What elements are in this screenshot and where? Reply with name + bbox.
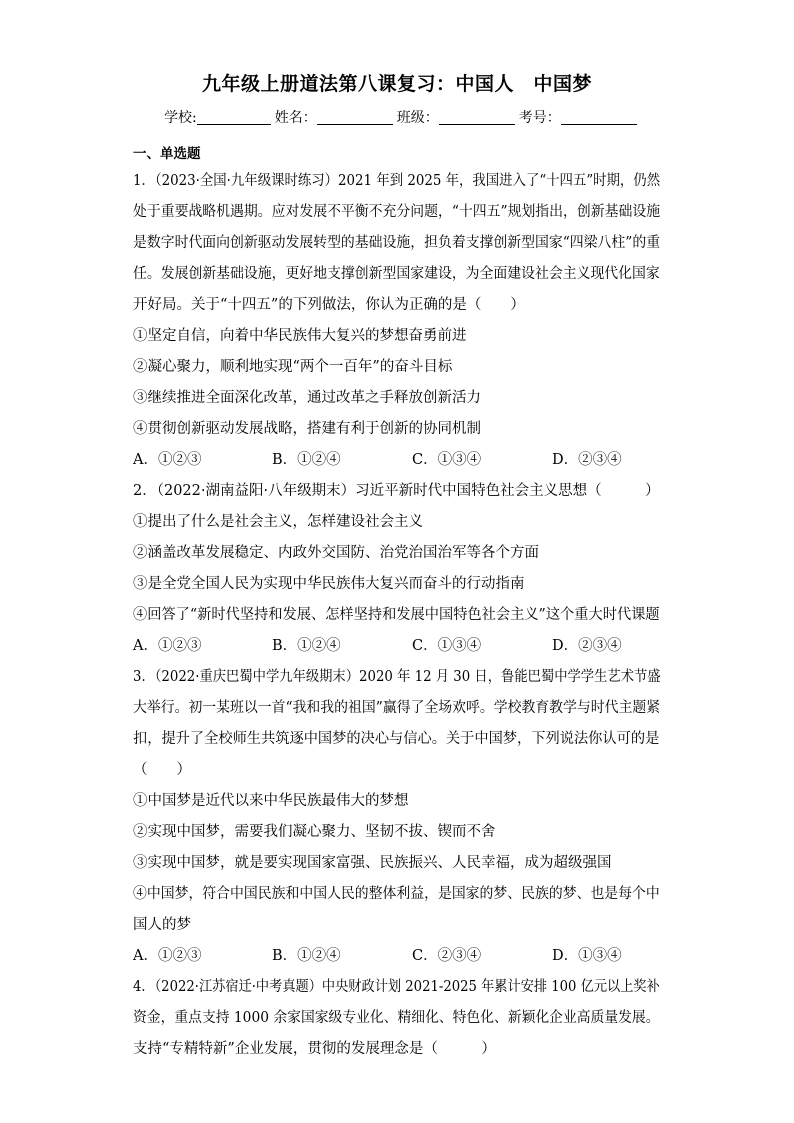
q1-line: 处于重要战略机遇期。应对发展不平衡不充分问题，“十四五”规划指出，创新基础设施 [133,204,661,220]
q2-line: 2．（2022·湖南益阳·八年级期末）习近平新时代中国特色社会主义思想（ ） [133,483,660,499]
q2-option-d[interactable]: D．②③④ [552,638,622,654]
name-label: 姓名： [274,110,317,126]
q1-line: 1．（2023·全国·九年级课时练习）2021 年到 2025 年，我国进入了“十四五”时期，仍然 [133,173,661,189]
name-blank [317,110,393,125]
q3-line: 扣，提升了全校师生共筑逐中国梦的决心与信心。关于中国梦，下列说法你认可的是 [133,731,660,747]
q3-option-b[interactable]: B．①②④ [272,948,341,964]
section-heading: 一、单选题 [133,146,201,162]
q1-statement: ①坚定自信，向着中华民族伟大复兴的梦想奋勇前进 [133,328,467,344]
page-title: 九年级上册道法第八课复习：中国人 中国梦 [201,73,592,95]
q1-line: 开好局。关于“十四五”的下列做法，你认为正确的是（ ） [133,297,525,313]
class-label: 班级： [396,110,439,126]
q3-option-a[interactable]: A．①②③ [133,948,202,964]
q1-statement: ③继续推进全面深化改革，通过改革之手释放创新活力 [133,390,481,406]
q2-statement: ③是全党全国人民为实现中华民族伟大复兴而奋斗的行动指南 [133,576,525,592]
q1-option-d[interactable]: D．②③④ [552,452,622,468]
q1-line: 任。发展创新基础设施，更好地支撑创新型国家建设，为全面建设社会主义现代化国家 [133,266,660,282]
q2-option-c[interactable]: C．①③④ [412,638,482,654]
q2-statement: ②涵盖改革发展稳定、内政外交国防、治党治国治军等各个方面 [133,545,539,561]
q3-statement: 国人的梦 [133,917,191,933]
q3-line: （ ） [133,762,191,778]
q1-option-b[interactable]: B．①②④ [272,452,341,468]
q3-statement: ③实现中国梦，就是要实现国家富强、民族振兴、人民幸福，成为超级强国 [133,855,612,871]
q2-option-a[interactable]: A．①②③ [133,638,202,654]
q2-statement: ④回答了“新时代坚持和发展、怎样坚持和发展中国特色社会主义”这个重大时代课题 [133,607,660,623]
q3-option-c[interactable]: C．②③④ [412,948,482,964]
q3-option-d[interactable]: D．①③④ [552,948,622,964]
school-label: 学校: [164,110,197,126]
class-blank [439,110,515,125]
q1-option-c[interactable]: C．①③④ [412,452,482,468]
q3-line: 大举行。初一某班以一首“我和我的祖国”赢得了全场欢呼。学校教育教学与时代主题紧 [133,700,661,716]
q3-statement: ①中国梦是近代以来中华民族最伟大的梦想 [133,793,409,809]
q4-line: 支持“专精特新”企业发展，贯彻的发展理念是（ ） [133,1041,496,1057]
q3-statement: ④中国梦，符合中国民族和中国人民的整体利益，是国家的梦、民族的梦、也是每个中 [133,886,660,902]
q4-line: 4．（2022·江苏宿迁·中考真题）中央财政计划 2021-2025 年累计安排 100 亿元以上奖补 [133,979,660,995]
school-blank [197,110,271,125]
q2-statement: ①提出了什么是社会主义，怎样建设社会主义 [133,514,423,530]
exam-no-label: 考号： [518,110,561,126]
exam-no-blank [561,110,637,125]
q1-statement: ④贯彻创新驱动发展战略，搭建有利于创新的协同机制 [133,421,481,437]
student-info-row [164,107,641,127]
q3-line: 3．（2022·重庆巴蜀中学九年级期末）2020 年 12 月 30 日，鲁能巴蜀中学学生艺术节盛 [133,669,661,685]
q1-line: 是数字时代面向创新驱动发展转型的基础设施，担负着支撑创新型国家“四梁八柱”的重 [133,235,661,251]
q1-statement: ②凝心聚力，顺利地实现“两个一百年”的奋斗目标 [133,359,453,375]
q1-option-a[interactable]: A．①②③ [133,452,202,468]
q4-line: 资金，重点支持 1000 余家国家级专业化、精细化、特色化、新颖化企业高质量发展。 [133,1010,660,1026]
q3-statement: ②实现中国梦，需要我们凝心聚力、坚韧不拔、锲而不舍 [133,824,496,840]
q2-option-b[interactable]: B．①②④ [272,638,341,654]
